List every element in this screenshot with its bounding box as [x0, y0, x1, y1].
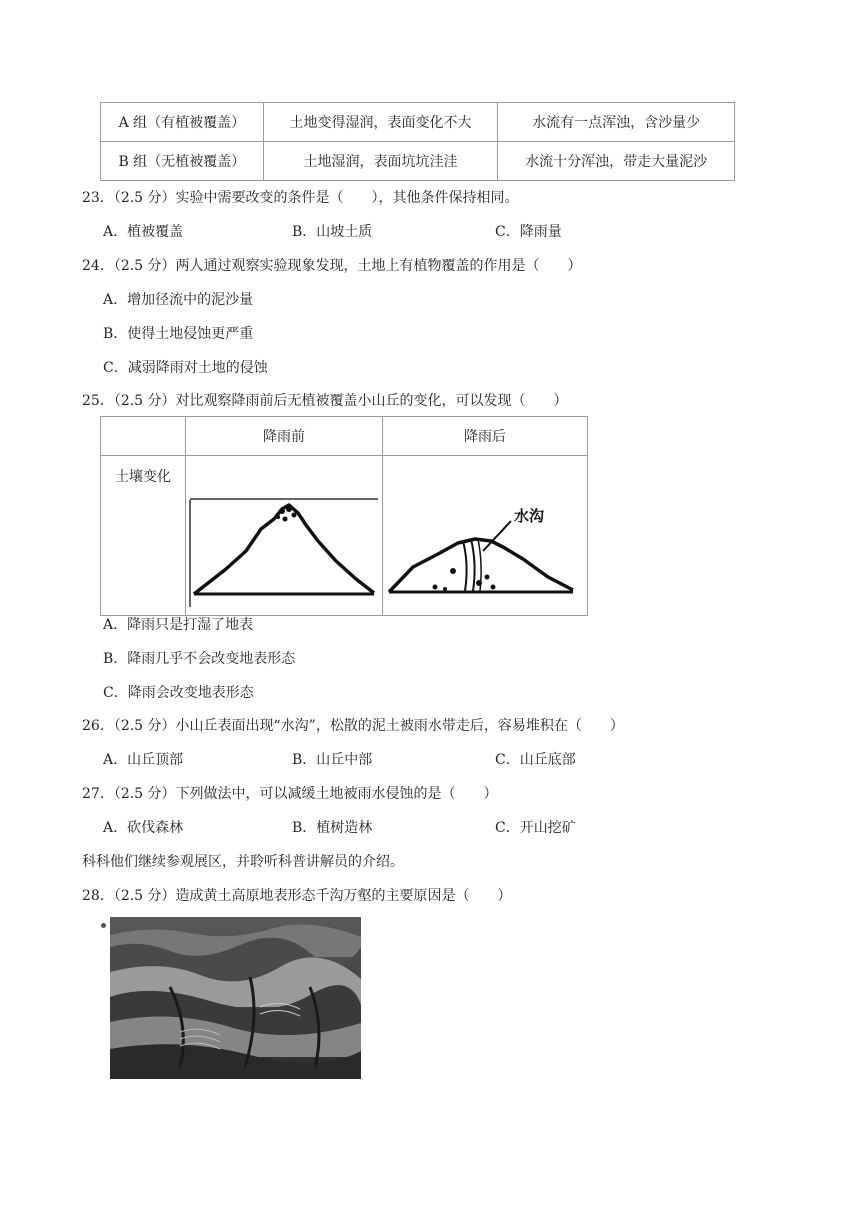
- question-26-option-c[interactable]: C．山丘底部: [495, 752, 576, 768]
- question-24-option-b[interactable]: B．使得土地侵蚀更严重: [103, 326, 254, 342]
- table-header-row: [101, 417, 588, 456]
- column-header-before-rain: 降雨前: [186, 417, 383, 456]
- question-25-option-b[interactable]: B．降雨几乎不会改变地表形态: [103, 651, 296, 667]
- table-cell: 土地变得湿润，表面变化不大: [263, 103, 498, 142]
- question-24-option-c[interactable]: C．减弱降雨对土地的侵蚀: [103, 360, 268, 376]
- question-25-stem: 25．（2.5 分）对比观察降雨前后无植被覆盖小山丘的变化，可以发现（ ）: [82, 393, 568, 409]
- column-header-after-rain: 降雨后: [383, 417, 588, 456]
- hill-before-rain-cell: [186, 456, 383, 616]
- question-27-option-c[interactable]: C．开山挖矿: [495, 820, 576, 836]
- question-26-option-a[interactable]: A．山丘顶部: [103, 752, 184, 768]
- table-row: [101, 142, 735, 181]
- question-24-stem: 24．（2.5 分）两人通过观察实验现象发现，土地上有植物覆盖的作用是（ ）: [82, 258, 582, 274]
- hill-before-rain-drawing: [186, 459, 382, 608]
- ditch-label: 水沟: [514, 508, 545, 525]
- table-cell: 土地湿润，表面坑坑洼洼: [263, 142, 498, 181]
- row-label-soil-change: 土壤变化: [101, 456, 186, 616]
- table-cell: A 组（有植被覆盖）: [101, 103, 264, 142]
- table-cell: 水流十分浑浊，带走大量泥沙: [498, 142, 735, 181]
- table-cell: 水流有一点浑浊，含沙量少: [498, 103, 735, 142]
- question-27-stem: 27．（2.5 分）下列做法中，可以减缓土地被雨水侵蚀的是（ ）: [82, 786, 498, 802]
- hill-after-rain-cell: [383, 456, 588, 616]
- table-row: [101, 103, 735, 142]
- question-27-option-b[interactable]: B．植树造林: [292, 820, 373, 836]
- question-26-option-b[interactable]: B．山丘中部: [292, 752, 373, 768]
- question-23-stem: 23．（2.5 分）实验中需要改变的条件是（ ），其他条件保持相同。: [82, 190, 519, 206]
- loess-plateau-photo: [110, 917, 361, 1079]
- question-25-option-a[interactable]: A．降雨只是打湿了地表: [103, 617, 254, 633]
- bullet-dot: [101, 923, 106, 928]
- question-28-stem: 28．（2.5 分）造成黄土高原地表形态千沟万壑的主要原因是（ ）: [82, 888, 512, 904]
- question-25-option-c[interactable]: C．降雨会改变地表形态: [103, 685, 254, 701]
- table-cell: B 组（无植被覆盖）: [101, 142, 264, 181]
- question-24-option-a[interactable]: A．增加径流中的泥沙量: [103, 292, 254, 308]
- question-23-option-c[interactable]: C．降雨量: [495, 224, 562, 240]
- experiment-results-table: [100, 102, 735, 181]
- question-23-option-a[interactable]: A．植被覆盖: [103, 224, 184, 240]
- question-23-option-b[interactable]: B．山坡土质: [292, 224, 373, 240]
- narrative-text: 科科他们继续参观展区，并聆听科普讲解员的介绍。: [82, 854, 404, 870]
- hill-comparison-table: [100, 416, 588, 616]
- hill-after-rain-drawing: [383, 459, 587, 608]
- question-26-stem: 26．（2.5 分）小山丘表面出现“水沟”，松散的泥土被雨水带走后，容易堆积在（ ）: [82, 718, 624, 734]
- question-27-option-a[interactable]: A．砍伐森林: [103, 820, 184, 836]
- table-row: [101, 456, 588, 616]
